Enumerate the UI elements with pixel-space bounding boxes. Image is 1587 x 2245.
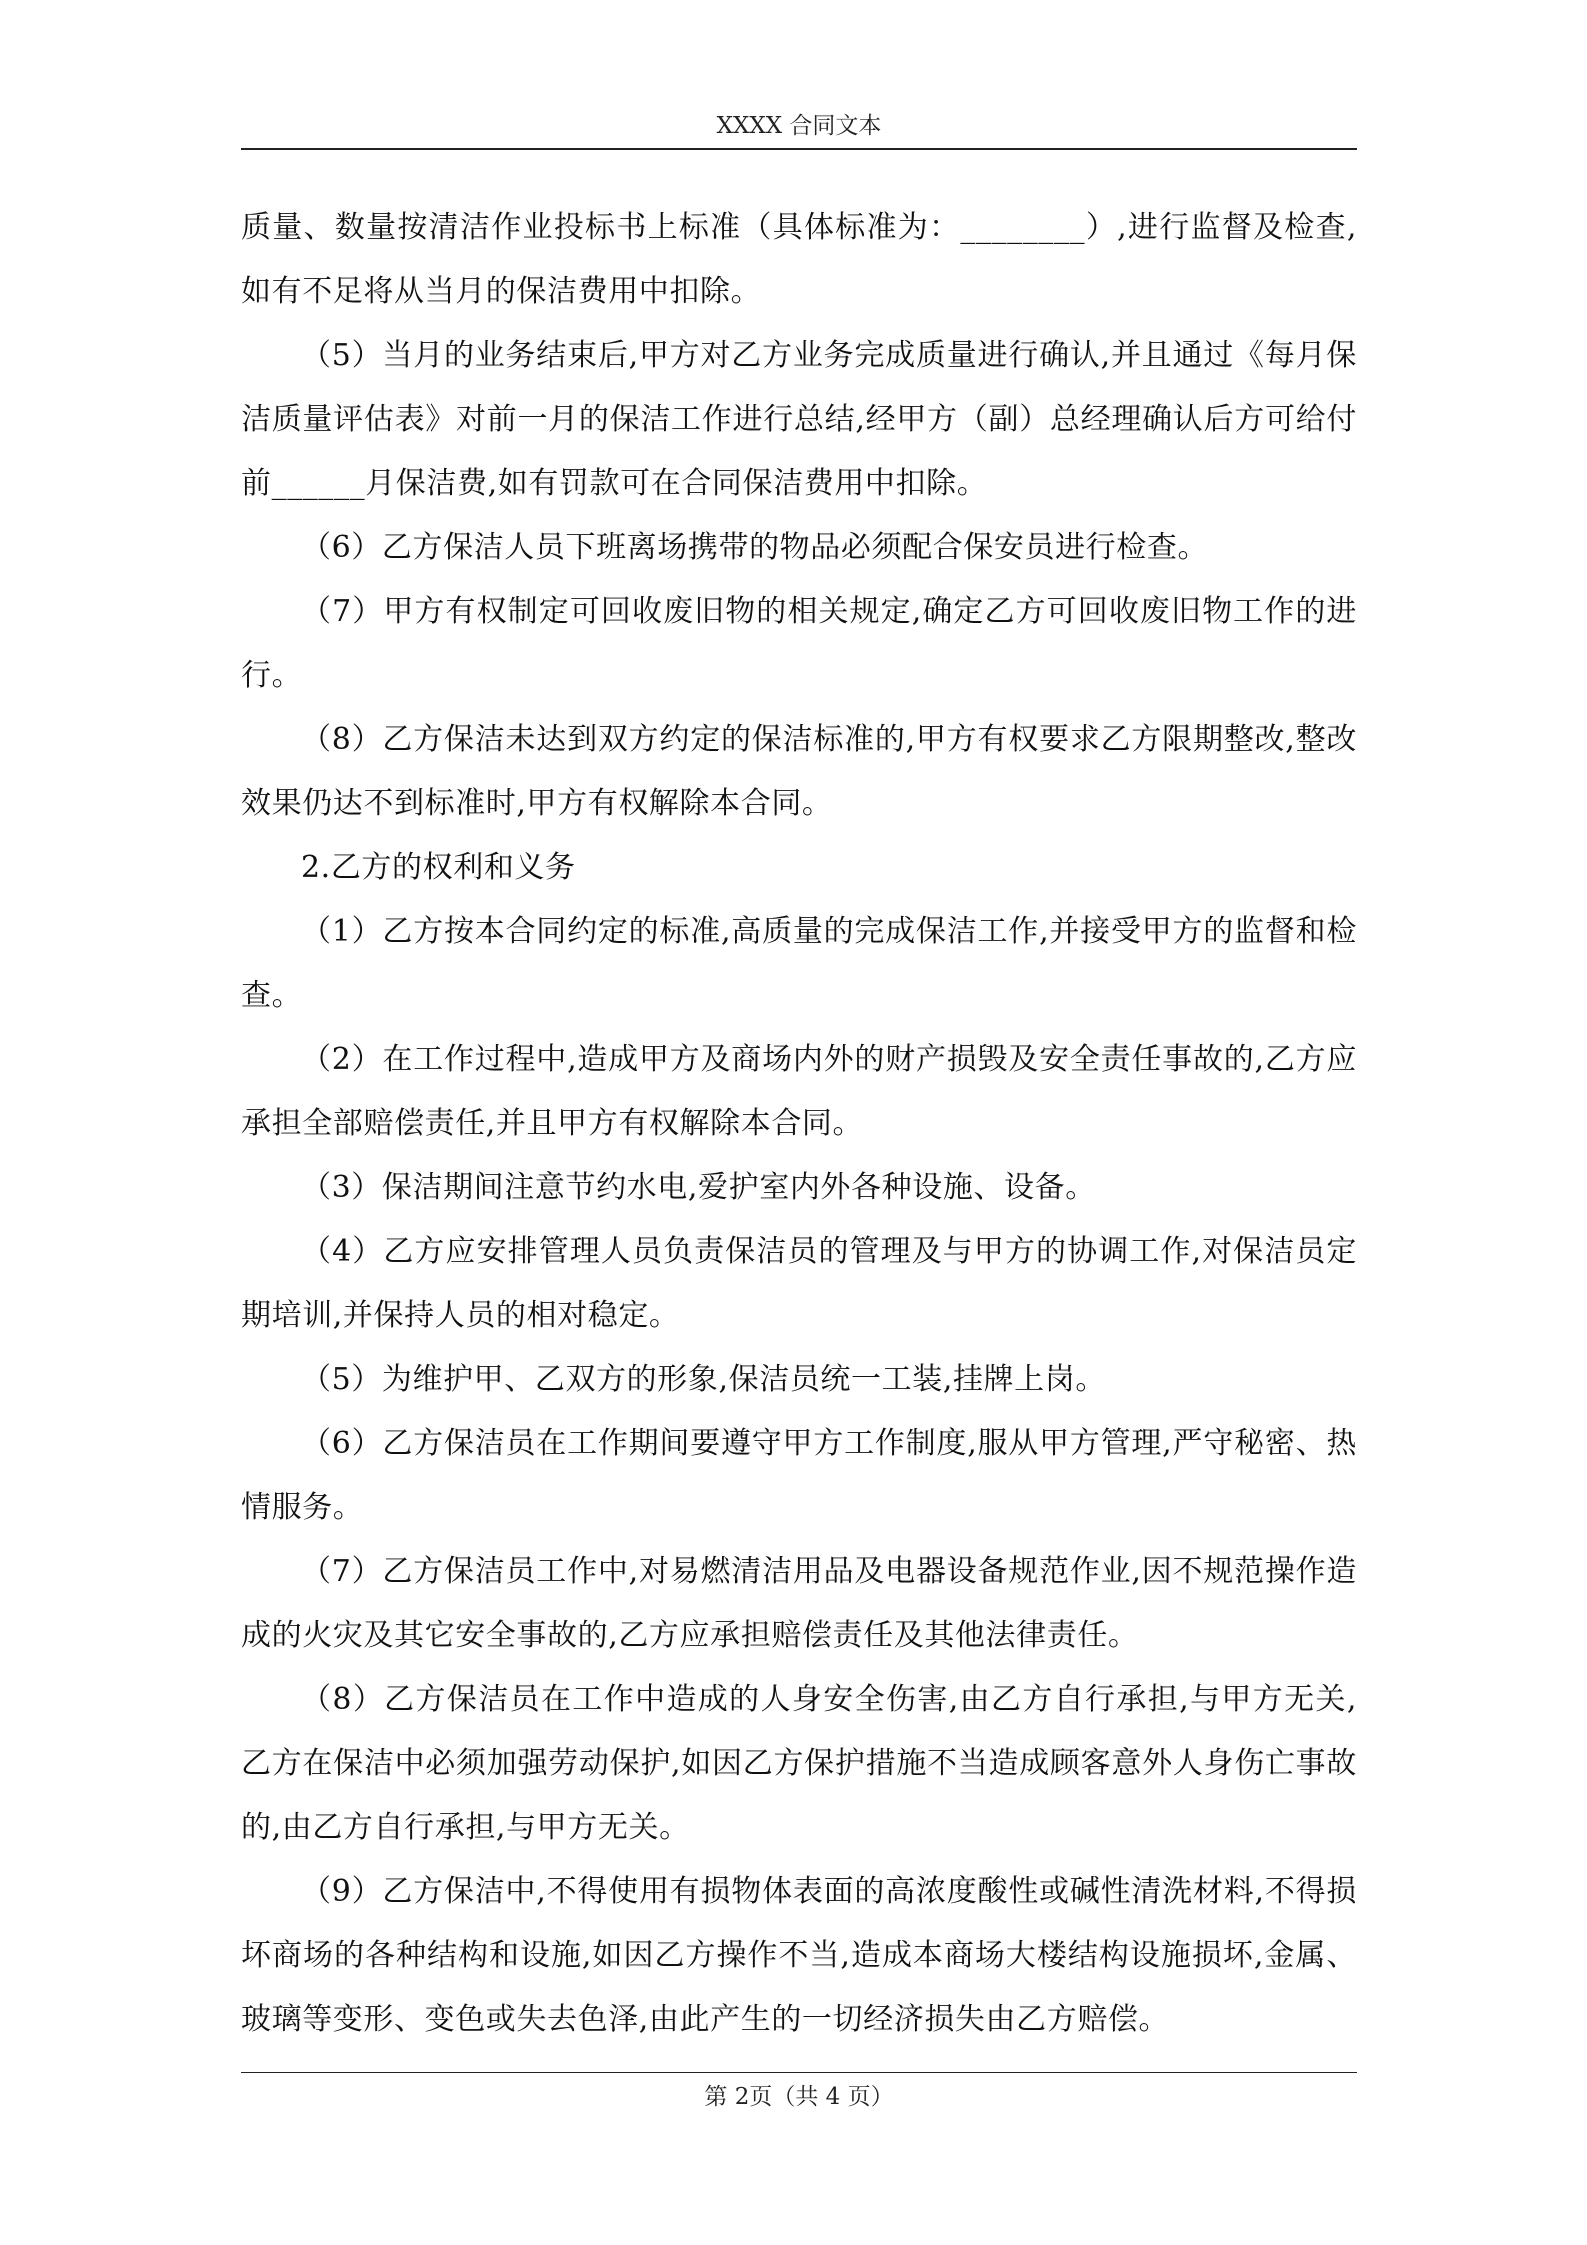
paragraph: （6）乙方保洁人员下班离场携带的物品必须配合保安员进行检查。 bbox=[301, 530, 1209, 565]
paragraph: （2）在工作过程中,造成甲方及商场内外的财产损毁及安全责任事故的,乙方应承担全部赔偿责任,并且甲方有权解除本合同。 bbox=[241, 1042, 1357, 1141]
page-header bbox=[241, 108, 1357, 150]
paragraph: （5）当月的业务结束后,甲方对乙方业务完成质量进行确认,并且通过《每月保洁质量评估表》对前一月的保洁工作进行总结,经甲方（副）总经理确认后方可给付前______月保洁费,如有罚款可在合同保洁费用中扣除。 bbox=[241, 338, 1357, 501]
header-title: XXXX 合同文本 bbox=[716, 113, 882, 139]
paragraph: 质量、数量按清洁作业投标书上标准（具体标准为：________）,进行监督及检查,如有不足将从当月的保洁费用中扣除。 bbox=[241, 210, 1357, 309]
page-footer bbox=[241, 2072, 1357, 2117]
document-body bbox=[241, 196, 1357, 2052]
paragraph: （3）保洁期间注意节约水电,爱护室内外各种设施、设备。 bbox=[301, 1170, 1096, 1205]
paragraph: （1）乙方按本合同约定的标准,高质量的完成保洁工作,并接受甲方的监督和检查。 bbox=[241, 914, 1357, 1013]
paragraph: （7）乙方保洁员工作中,对易燃清洁用品及电器设备规范作业,因不规范操作造成的火灾及其它安全事故的,乙方应承担赔偿责任及其他法律责任。 bbox=[241, 1554, 1357, 1653]
paragraph: （6）乙方保洁员在工作期间要遵守甲方工作制度,服从甲方管理,严守秘密、热情服务。 bbox=[241, 1426, 1357, 1525]
paragraph: （8）乙方保洁员在工作中造成的人身安全伤害,由乙方自行承担,与甲方无关,乙方在保洁中必须加强劳动保护,如因乙方保护措施不当造成顾客意外人身伤亡事故的,由乙方自行承担,与甲方无关。 bbox=[241, 1682, 1357, 1845]
paragraph: （9）乙方保洁中,不得使用有损物体表面的高浓度酸性或碱性清洗材料,不得损坏商场的各种结构和设施,如因乙方操作不当,造成本商场大楼结构设施损坏,金属、玻璃等变形、变色或失去色泽,由此产生的一切经济损失由乙方赔偿。 bbox=[241, 1874, 1357, 2037]
paragraph: （8）乙方保洁未达到双方约定的保洁标准的,甲方有权要求乙方限期整改,整改效果仍达不到标准时,甲方有权解除本合同。 bbox=[241, 722, 1357, 821]
section-heading: 2.乙方的权利和义务 bbox=[301, 850, 576, 885]
paragraph: （5）为维护甲、乙双方的形象,保洁员统一工装,挂牌上岗。 bbox=[301, 1362, 1106, 1397]
page-number: 第 2页（共 4 页） bbox=[704, 2084, 894, 2110]
paragraph: （4）乙方应安排管理人员负责保洁员的管理及与甲方的协调工作,对保洁员定期培训,并保持人员的相对稳定。 bbox=[241, 1234, 1357, 1333]
paragraph: （7）甲方有权制定可回收废旧物的相关规定,确定乙方可回收废旧物工作的进行。 bbox=[241, 594, 1357, 693]
